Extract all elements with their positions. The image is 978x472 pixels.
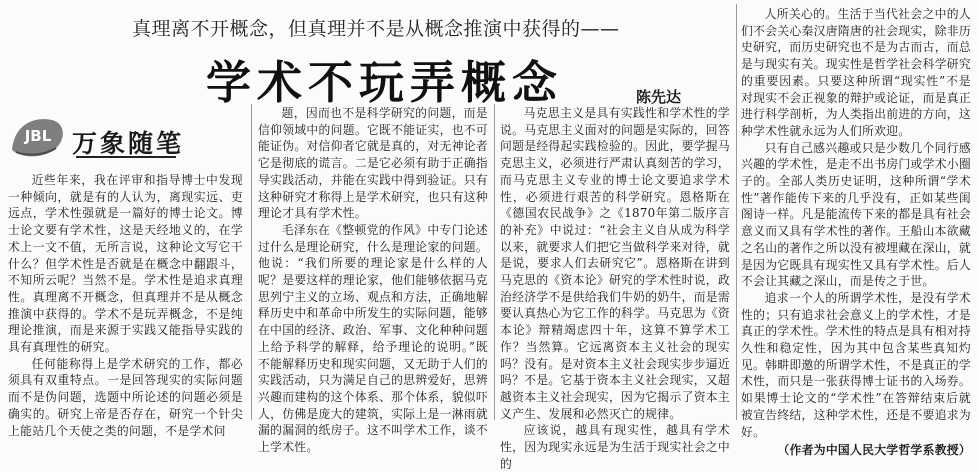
author-affiliation: （作者为中国人民大学哲学系教授） xyxy=(777,443,971,458)
body-paragraph: 追求一个人的所谓学术性，是没有学术性的；只有追求社会意义上的学术性，才是真正的学术性。学术性的特点是具有相对持久性和稳定性，因为其中包含某些真知灼见。韩畊即邀的所谓学术性，不是真正的学术性，而只是一张获得博士证书的入场券。如果博士论文的“学术性”在答辩结束后就被宣告终结，这种学术性，还是不要追求为好。 xyxy=(741,290,971,439)
body-paragraph: 任何能称得上是学术研究的工作，都必须具有双重特点。一是回答现实的实际问题而不是伪问题，选题中所论述的问题必须是确实的。研究上帝是否存在，研究一个针尖上能站几个天使之类的问题，不是学术问 xyxy=(8,356,243,438)
column-name: 万象随笔 xyxy=(72,129,185,158)
body-column-3 xyxy=(500,105,730,472)
body-column-2 xyxy=(258,105,488,456)
body-paragraph: 题，因而也不是科学研究的问题，而是信仰领域中的问题。它既不能证实，也不可能证伪。对信仰者它就是真的，对无神论者它是彻底的谎言。二是它必须有助于正确指导实践活动，并能在实践中得到验证。只有这种研究才称得上是学术研究，也只有这种理论才具有学术性。 xyxy=(258,106,488,221)
column-divider xyxy=(494,104,495,420)
body-column-1 xyxy=(8,172,243,439)
column-divider xyxy=(736,4,737,420)
body-column-4 xyxy=(741,6,971,459)
author-name: 陈先达 xyxy=(636,88,682,106)
column-name-underline xyxy=(76,156,176,158)
column-logo-text: JBL xyxy=(24,127,52,145)
column-logo xyxy=(8,112,68,162)
body-paragraph: 人所关心的。生活于当代社会之中的人们不会关心秦汉唐隋唐的社会现实，除非历史研究，而历史研究也不是为古而古，而总是与现实有关。现实性是哲学社会科学研究的重要因素。只要这种所谓“现实性”不是对现实不会正视象的辩护或论证，而是真正进行科学剖析，为人类指出前进的方向，这种学术性就永远为人们所欢迎。 xyxy=(741,7,971,138)
body-paragraph: 近些年来，我在评审和指导博士中发现一种倾向，就是有的人认为，离现实远、吏远点，学术性强就是一篇好的博士论文。博士论文要有学术性，这是天经地义的，在学术上一文不值，无所言说，这种论文写它干什么？但学术性是否就是在概念中翻跟斗，不知所云呢？当然不是。学术性是追求真理性。真理离不开概念，但真理并不是从概念推演中获得的。学术不是玩弄概念，不是纯理论推演，而是来源于实践又能指导实践的具有真理性的研究。 xyxy=(8,173,243,355)
body-paragraph: 应该说，越具有现实性，越具有学术性，因为现实永远是为生活于现实社会之中的 xyxy=(500,423,730,471)
column-logo-icon xyxy=(8,112,68,162)
column-divider xyxy=(251,104,252,420)
body-paragraph: 只有自己感兴趣或只是少数几个同行感兴趣的学术性，是走不出书房门或学术小圈子的。全部人类历史证明，这种所谓“学术性”著作能传下来的几乎没有，正如某些闺阁诗一样。凡是能流传下来的都是具有社会意义而又具有学术性的著作。王船山本欲藏之名山的著作之所以没有被埋藏在深山，就是因为它既具有现实性又具有学术性。后人不会让其藏之深山，而是传之于世。 xyxy=(741,140,971,289)
article-title: 学术不玩弄概念 xyxy=(206,56,564,109)
article-subtitle: 真理离不开概念，但真理并不是从概念推演中获得的—— xyxy=(132,18,620,40)
body-paragraph: 马克思主义是具有实践性和学术性的学说。马克思主义面对的问题是实际的，回答问题是经得起实践检验的。因此，要学握马克思主义，必须进行严肃认真刻苦的学习，而马克思主义专业的博士论文要追求学术性，必须进行艰苦的科学研究。恩格斯在《德国农民战争》之《1870年第二版序言的补充》中说过：“社会主义自从成为科学以来，就要求人们把它当做科学来对待，就是说，要求人们去研究它”。恩格斯在讲到马克思的《资本论》研究的学术性时说，政治经济学不是供给我们牛奶的奶牛，而是需要认真热心为它工作的科学。马克思为《资本论》辩精竭虑四十年，这算不算学术工作？当然算。它远离资本主义社会的现实吗？没有。是对资本主义社会现实步步逼近吗？不是。它基于资本主义社会现实，又超越资本主义社会现实，因为它揭示了资本主义产生、发展和必然灭亡的规律。 xyxy=(500,106,730,421)
body-paragraph: 毛泽东在《整顿党的作风》中专门论述过什么是理论研究，什么是理论家的问题。他说：“我们所要的理论家是什么样的人呢？是要这样的理论家，他们能够依据马克思列宁主义的立场、观点和方法，正确地解释历史中和革命中所发生的实际问题，能够在中国的经济、政治、军事、文化种种问题上给予科学的解释，给予理论的说明。”既不能解释历史和现实问题，又无助于人们的实践活动，只为满足自己的思辨爱好，思辨兴趣而建构的这个体系、那个体系，貌似吓人，仿佛是庞大的建筑，实际上是一淋雨就漏的漏洞的纸房子。这不叫学术工作，谈不上学术性。 xyxy=(258,222,488,455)
